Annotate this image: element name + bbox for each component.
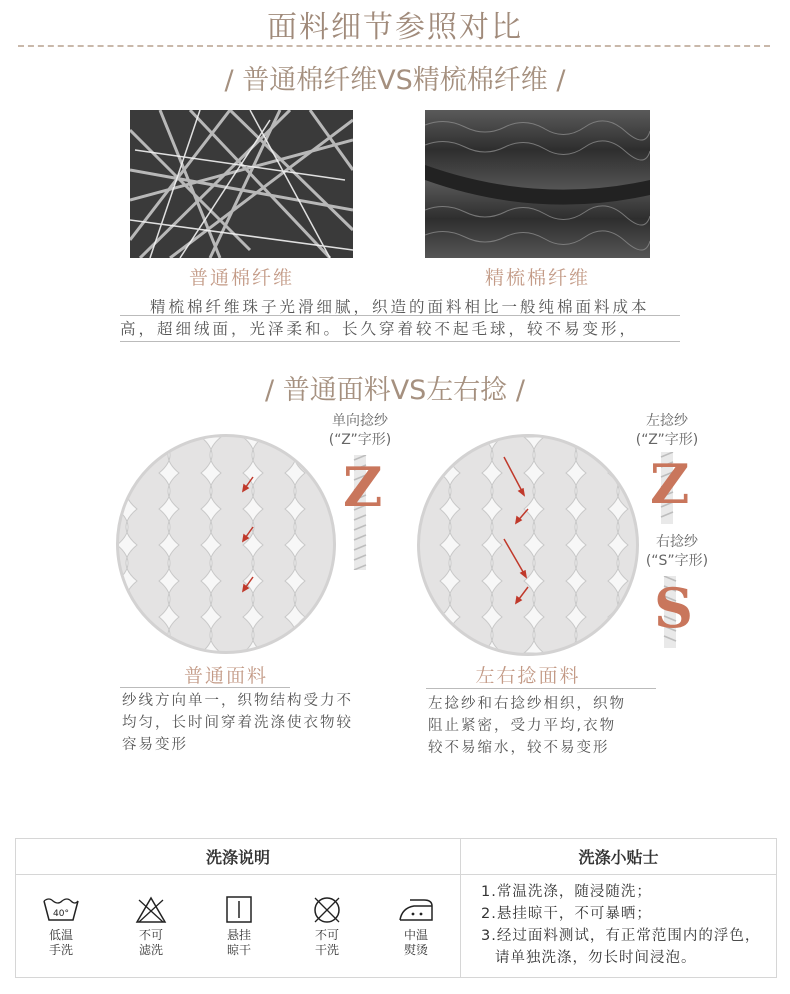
hang-dry-label: 悬挂 晾干 <box>226 928 251 957</box>
hand-wash-label: 低温 手洗 <box>48 928 73 957</box>
fiber-description-line: 高，超细绒面，光泽柔和。长久穿着较不起毛球，较不易变形， <box>120 320 639 338</box>
wash-instructions-table <box>15 838 777 978</box>
wash-tip: 2.悬挂晾干，不可暴晒； <box>481 906 652 922</box>
wash-tips-title: 洗涤小贴士 <box>461 839 776 875</box>
left-twist-yarn-label: 左捻纱 (“Z”字形) <box>635 413 699 448</box>
single-twist-yarn-label: 单向捻纱 (“Z”字形) <box>328 413 392 448</box>
no-dry-clean-label: 不可 干洗 <box>314 928 339 957</box>
fiber-description-line: 精梳棉纤维珠子光滑细腻，织造的面料相比一般纯棉面料成本 <box>150 298 650 316</box>
z-letter: Z <box>650 452 690 516</box>
regular-fabric-description: 纱线方向单一，织物结构受力不 均匀，长时间穿着洗涤使衣物较 容易变形 <box>122 693 353 753</box>
fabric-section-title: / 普通面料VS左右捻 / <box>265 375 525 406</box>
regular-fabric-caption: 普通面料 <box>183 665 268 687</box>
page-title: 面料细节参照对比 <box>267 10 523 45</box>
right-twist-yarn-label: 右捻纱 (“S”字形) <box>645 534 709 569</box>
iron-medium-label: 中温 熨烫 <box>403 928 428 957</box>
regular-fabric-weave-circle <box>116 434 336 654</box>
combed-cotton-caption: 精梳棉纤维 <box>484 267 590 289</box>
fiber-description <box>120 296 680 342</box>
wash-tips-list <box>481 881 771 969</box>
header-divider <box>18 45 770 47</box>
wash-tip: 1.常温洗涤，随浸随洗； <box>481 884 652 900</box>
regular-cotton-caption: 普通棉纤维 <box>188 267 294 289</box>
no-dry-clean-icon <box>307 896 347 958</box>
iron-medium-icon <box>396 896 436 958</box>
twisted-fabric-caption: 左右捻面料 <box>475 665 581 687</box>
regular-cotton-fiber-photo <box>130 110 353 258</box>
hang-dry-icon <box>219 896 259 958</box>
wash-instructions-title: 洗涤说明 <box>16 839 461 875</box>
twisted-fabric-description: 左捻纱和右捻纱相织，织物 阻止紧密，受力平均,衣物 较不易缩水，较不易变形 <box>428 696 626 756</box>
s-letter: S <box>654 576 693 640</box>
wash-tip: 3.经过面料测试，有正常范围内的浮色， <box>481 928 761 944</box>
hand-wash-40-icon <box>41 896 81 958</box>
fiber-section-title: / 普通棉纤维VS精梳棉纤维 / <box>224 65 566 96</box>
no-filter-icon <box>131 896 171 958</box>
svg-text:40°: 40° <box>53 909 69 919</box>
wash-tip: 请单独洗涤，勿长时间浸泡。 <box>495 950 697 966</box>
no-filter-label: 不可 滤洗 <box>138 928 163 957</box>
combed-cotton-fiber-photo <box>425 110 650 258</box>
z-letter: Z <box>343 455 383 519</box>
twisted-fabric-weave-circle <box>417 434 639 656</box>
